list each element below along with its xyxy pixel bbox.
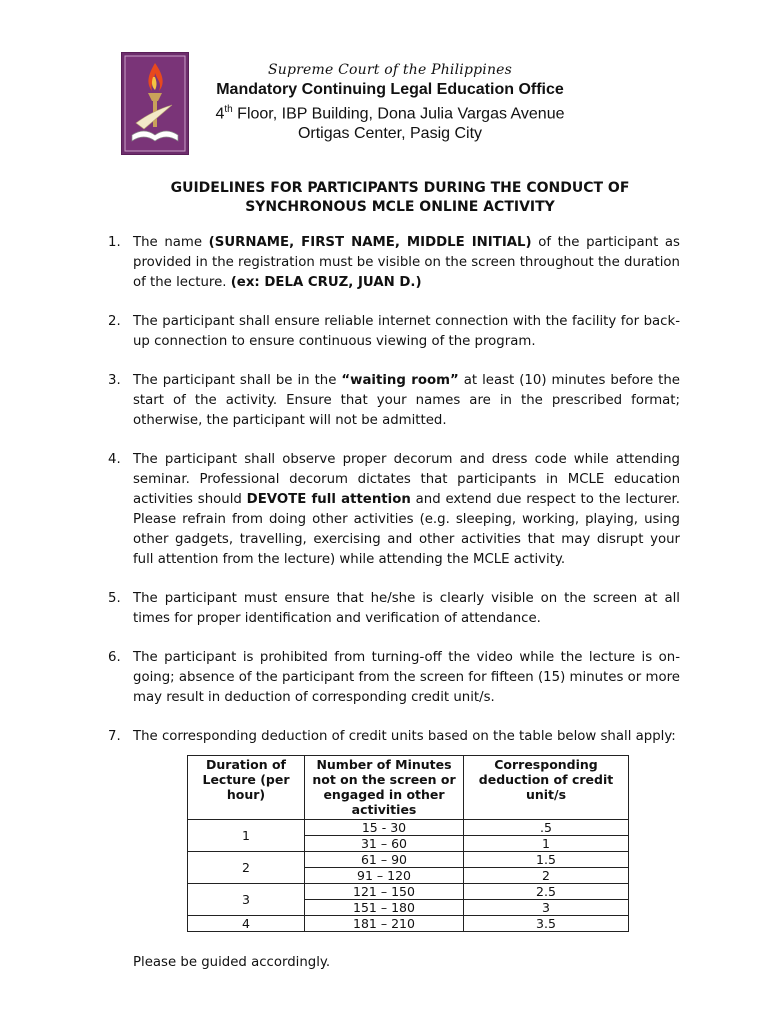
deduction-cell: 2.5 [464,884,629,900]
guideline-text: The name (SURNAME, FIRST NAME, MIDDLE INITIAL) of the participant as provided in the registration must be visible on the screen throughout the duration of the lecture. (ex: DELA CRUZ, JUAN D.) [133,235,680,290]
duration-cell: 3 [188,884,305,916]
minutes-cell: 91 – 120 [305,868,464,884]
guideline-item [108,450,680,570]
table-row [188,820,629,836]
office-name: Mandatory Continuing Legal Education Office [216,81,564,98]
letterhead [190,60,590,144]
guideline-item [108,727,680,747]
deduction-cell: 1 [464,836,629,852]
guideline-number: 3. [108,373,121,388]
deduction-cell: 3.5 [464,916,629,932]
guideline-number: 5. [108,591,121,606]
duration-cell: 1 [188,820,305,852]
guideline-item [108,648,680,708]
deduction-cell: 1.5 [464,852,629,868]
document-title: GUIDELINES FOR PARTICIPANTS DURING THE CONDUCT OF SYNCHRONOUS MCLE ONLINE ACTIVITY [170,180,630,215]
minutes-cell: 31 – 60 [305,836,464,852]
guideline-text: The participant is prohibited from turning-off the video while the lecture is on-going; absence of the participant from the screen for fifteen (15) minutes or more may result in deduction of corresponding credit unit/s. [133,650,680,705]
table-row [188,916,629,932]
guideline-number: 7. [108,729,121,744]
table-row [188,884,629,900]
guideline-text: The corresponding deduction of credit units based on the table below shall apply: [133,729,676,744]
guideline-number: 1. [108,235,121,250]
guideline-item [108,371,680,431]
guideline-text: The participant shall be in the “waiting room” at least (10) minutes before the start of the activity. Ensure that your names are in the prescribed format; otherwise, the participant will not be admitted. [133,373,680,428]
guideline-item [108,589,680,629]
header-minutes: Number of Minutes not on the screen or engaged in other activities [305,756,464,820]
closing-note: Please be guided accordingly. [133,955,331,970]
deduction-cell: 3 [464,900,629,916]
guideline-number: 6. [108,650,121,665]
table-row [188,852,629,868]
duration-cell: 2 [188,852,305,884]
minutes-cell: 181 – 210 [305,916,464,932]
deduction-cell: .5 [464,820,629,836]
guideline-number: 4. [108,452,121,467]
guideline-item [108,312,680,352]
deduction-table [187,755,629,932]
header-deduction: Corresponding deduction of credit unit/s [464,756,629,820]
duration-cell: 4 [188,916,305,932]
minutes-cell: 61 – 90 [305,852,464,868]
guideline-text: The participant must ensure that he/she is clearly visible on the screen at all times for proper identification and verification of attendance. [133,591,680,626]
minutes-cell: 121 – 150 [305,884,464,900]
torch-book-icon [122,53,188,154]
guideline-text: The participant shall observe proper decorum and dress code while attending seminar. Professional decorum dictates that participants in MCLE education activities should DEVOTE full attention and extend due respect to the lecturer. Please refrain from doing other activities (e.g. sleeping, working, playing, using other gadgets, travelling, exercising and other activities that may disrupt your full attention from the lecture) while attending the MCLE activity. [133,452,681,567]
guideline-text: The participant shall ensure reliable internet connection with the facility for back-up connection to ensure continuous viewing of the program. [133,314,680,349]
mcle-logo [121,52,189,155]
table-header-row [188,756,629,820]
address-line-1: 4th Floor, IBP Building, Dona Julia Vargas Avenue [215,104,565,123]
minutes-cell: 15 - 30 [305,820,464,836]
guideline-item [108,233,680,293]
address-line-2: Ortigas Center, Pasig City [297,125,483,143]
header-duration: Duration of Lecture (per hour) [188,756,305,820]
guideline-number: 2. [108,314,121,329]
minutes-cell: 151 – 180 [305,900,464,916]
court-name: Supreme Court of the Philippines [267,62,513,78]
guidelines-list [108,233,680,766]
deduction-cell: 2 [464,868,629,884]
